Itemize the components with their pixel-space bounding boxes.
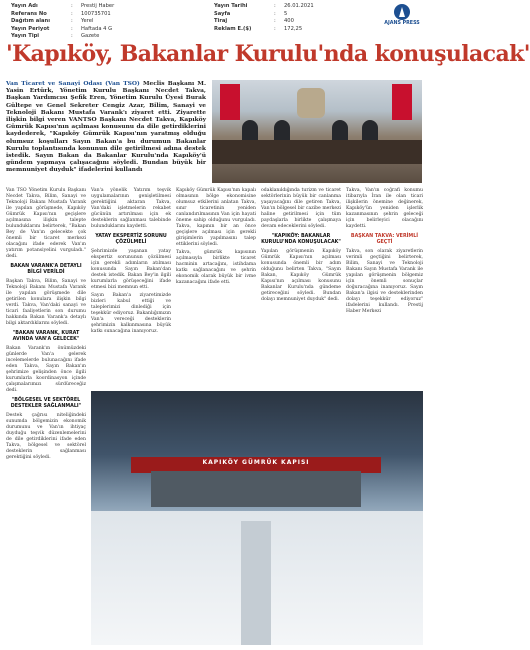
meta-label: Sayfa xyxy=(214,10,231,17)
lead-text: Meclis Başkanı M. Yasin Ertürk, Yönetim Kurulu Başkanı Necdet Takva, Başkan Yardımcısı Şefik Eren, Yönetim Kurulu Üyesi Burak Gültepe ve Genel Sekreter Cengiz Azar, Bilim, Sanayi ve Teknoloji Bakanı Mustafa Varank'ı ziyaret etti. Ziyarette ilişkin bilgi veren VANTSO Başkanı Necdet Takva, Kapıköy Gümrük Kapısı'nın açılması konusunu da dile getirdiklerini kaydederek, "Kapıköy Gümrük Kapısı'nın yaratmış olduğu olumsuz koşulları Sayın Bakan'a bu durumun Bakanlar Kurulu toplantısında konunun dile getirilmesi adına destek istedik. Sayın Bakan da Bakanlar Kurulu'nda Kapıköy'ü gündem yapmaya çalışacağını söyledi. Bundan büyük bir memnuniyet duyduk" ifadelerini kullandı xyxy=(6,80,207,174)
meta-row xyxy=(9,18,116,26)
meeting-table xyxy=(212,140,422,164)
subheading: "KAPIKÖY: BAKANLAR KURULU'NDA KONUŞULACAK" xyxy=(261,234,341,245)
meta-left-table xyxy=(9,3,116,41)
border-gate-photo xyxy=(91,391,423,645)
meta-value: Prestij Haber xyxy=(81,3,115,9)
flag-icon xyxy=(392,84,412,120)
article-column-2 xyxy=(91,188,171,386)
article-column-4 xyxy=(261,188,341,386)
meta-label: Referans No xyxy=(11,10,47,17)
meta-colon: : xyxy=(71,10,73,17)
meta-row xyxy=(9,3,116,11)
meta-row xyxy=(212,18,316,26)
gate-building xyxy=(151,471,361,507)
subheading: BAKAN VARANK'A DETAYLI BİLGİ VERİLDİ xyxy=(10,264,82,275)
clipping-header xyxy=(0,0,428,38)
meta-colon: : xyxy=(71,3,73,9)
meta-value: 400 xyxy=(284,18,294,25)
meta-row xyxy=(9,11,116,19)
meta-colon: : xyxy=(274,18,276,25)
meta-row xyxy=(9,26,116,34)
ajans-press-logo xyxy=(382,4,422,26)
meta-right-table xyxy=(212,3,316,33)
meta-value: 5 xyxy=(284,10,288,17)
meta-label: Yayın Adı xyxy=(11,3,38,9)
paragraph: Yapılan görüşmenin Kapıköy Gümrük Kapısı'nın açılması konusunda önemli bir adım olduğunu belirten Takva, "Sayın Bakan, Kapıköy Gümrük Kapısı'nın açılması konusunu Bakanlar Kurulu'nda gündeme getireceğini söyledi. Bundan dolayı memnuniyet duyduk" dedi. xyxy=(261,249,341,302)
article-column-5 xyxy=(346,188,423,386)
meta-label: Reklam E.($) xyxy=(214,25,252,32)
meta-row xyxy=(9,33,116,41)
meta-row xyxy=(212,26,316,34)
road-lane xyxy=(241,521,271,645)
meta-colon: : xyxy=(71,18,73,25)
meta-row xyxy=(212,3,316,11)
meta-colon: : xyxy=(274,3,276,9)
meta-colon: : xyxy=(71,33,73,40)
subheading: "BÖLGESEL VE SEKTÖREL DESTEKLER SAĞLANMALI" xyxy=(10,398,82,409)
meta-row xyxy=(212,11,316,19)
lead-paragraph xyxy=(6,80,206,174)
paragraph: odaklanıldığında turizm ve ticaret sektörlerinin büyük bir canlanma yaşayacağını dile getiren Takva, Van'ın bölgesel bir cazibe merkezi haline getirilmesi için tüm paydaşlarla birlikte çalışmaya devam edeceklerini söyledi. xyxy=(261,188,341,229)
paragraph: Takva, son olarak ziyaretlerin verimli geçtiğini belirterek, Bilim, Sanayi ve Teknoloji Bakanı Sayın Mustafa Varank ile yapılan görüşmenin bölgemiz için önemli sonuçlar doğuracağına inanıyoruz. Sayın Bakan'a ilgisi ve desteklerinden dolayı teşekkür ediyoruz" ifadelerini kullandı. Prestij Haber Merkezi xyxy=(346,249,423,314)
lead-org: Van Ticaret ve Sanayi Odası (Van TSO) xyxy=(6,80,140,87)
flag-icon xyxy=(220,84,240,120)
article-column-3 xyxy=(176,188,256,386)
headline: 'Kapıköy, Bakanlar Kurulu'nda konuşulacak' xyxy=(6,41,530,67)
article-column-1 xyxy=(6,188,86,645)
paragraph: Bakan Varank'ın önümüzdeki günlerde Van'a gelerek incelemelerde bulunacağını ifade eden Takva, Sayın Bakan'ın şehrimize gelişinden önce ilgili kurumlarla koordinasyon içinde çalışmalarımızı sürdüreceğiz dedi. xyxy=(6,346,86,393)
paragraph: Takva, gümrük kapısının açılmasıyla birlikte ticaret hacminin artacağını, istihdama katkı sağlanacağını ve şehrin ekonomik olarak büyük bir ivme kazanacağını ifade etti. xyxy=(176,250,256,285)
meta-value: Gazete xyxy=(81,33,100,40)
paragraph: Van'a yönelik Yatırım teşvik uygulamalarının genişletilmesi gerektiğini aktaran Takva, Van'daki işletmelerin rekabet gücünün artırılması için ek desteklerin sağlanması talebinde bulunduklarını kaydetti. xyxy=(91,188,171,229)
paragraph: Takva, Van'ın coğrafi konumu itibarıyla İran ile olan ticari ilişkilerin önemine değinerek, Kapıköy'ün yeniden işlerlik kazanmasının şehrin geleceği için belirleyici olacağını kaydetti. xyxy=(346,188,423,229)
subheading: YATAY EKSPERTİZ SORUNU ÇÖZÜLMELİ xyxy=(95,234,167,245)
meta-colon: : xyxy=(71,25,73,32)
meta-value: 172,25 xyxy=(284,25,303,32)
meta-label: Yayın Periyot xyxy=(11,25,50,32)
meta-value: 26.01.2021 xyxy=(284,3,314,9)
logo-text: AJANS PRESS xyxy=(384,21,420,26)
paragraph: Başkan Takva, Bilim, Sanayi ve Teknoloji Bakanı Mustafa Varank ile yapılan görüşmede dile getirilen konulara ilişkin bilgi verdi. Takva, Van'daki sanayi ve ticari faaliyetlerin son durumu hakkında Bakan Varank'a detaylı bilgi aktardıklarını söyledi. xyxy=(6,279,86,326)
meeting-photo xyxy=(212,80,422,183)
bust-statue xyxy=(297,88,325,118)
paragraph: Kapıköy Gümrük Kapısı'nın kapalı olmasının bölge ekonomisine olumsuz etkilerini anlatan Takva, sınır ticaretinin yeniden canlandırılmasının Van için hayati öneme sahip olduğunu vurguladı. Takva, kapının bir an önce geçişlere açılması için gerekli girişimlerin yapılmasını talep ettiklerini söyledi. xyxy=(176,188,256,247)
subheading: BAŞKAN TAKVA: VERİMLİ GEÇTİ xyxy=(350,234,419,245)
meta-colon: : xyxy=(274,25,276,32)
logo-mark-icon xyxy=(394,4,410,20)
meta-label: Dağıtım alanı xyxy=(11,18,51,25)
paragraph: Destek çağrısı niteliğindeki sunumda bölgemizin ekonomik durumunu ve Van'ın ihtiyaç duyduğu teşvik düzenlemelerini de dile getirdiklerini ifade eden Takva, bölgesel ve sektörel desteklerin sağlanması gerektiğini söyledi. xyxy=(6,413,86,460)
paragraph: Van TSO Yönetim Kurulu Başkanı Necdet Takva, Bilim, Sanayi ve Teknoloji Bakanı Mustafa Varank ile yapılan görüşmede, Kapıköy Gümrük Kapısı'nın geçişlere açılmasına ilişkin talepte bulunduklarını belirterek, "Bakan Bey de Van'ın gelecekte çok önemli bir ticaret merkezi olacağını ifade ederek Van'ın yatırım potansiyelini vurguladı." dedi. xyxy=(6,188,86,259)
meta-value: Yerel xyxy=(81,18,94,25)
subheading: "BAKAN VARANK, KURAT AVINDA VAN'A GELECEK" xyxy=(12,331,80,342)
meta-label: Tiraj xyxy=(214,18,228,25)
meta-colon: : xyxy=(274,10,276,17)
meta-label: Yayın Tipi xyxy=(11,33,40,40)
meta-value: 100735701 xyxy=(81,10,111,17)
meta-value: Haftada 4 G xyxy=(81,25,113,32)
paragraph: Şehrimizde yaşanan yatay ekspertiz sorununun çözülmesi için gerekli adımların atılması konusunda Sayın Bakan'dan destek istedik. Bakan Bey'in ilgili kurumlarla görüşeceğini ifade etmesi bizi memnun etti. xyxy=(91,249,171,290)
meta-label: Yayın Tarihi xyxy=(214,3,248,9)
paragraph: Sayın Bakan'a ziyaretimizde bizleri kabul ettiği ve taleplerimizi dinlediği için teşekkür ediyoruz. Bakanlığımızın Van'a vereceği desteklerin şehrimizin kalkınmasına büyük katkı sunacağına inanıyoruz. xyxy=(91,293,171,334)
gate-sign: KAPIKÖY GÜMRÜK KAPISI xyxy=(202,459,310,466)
